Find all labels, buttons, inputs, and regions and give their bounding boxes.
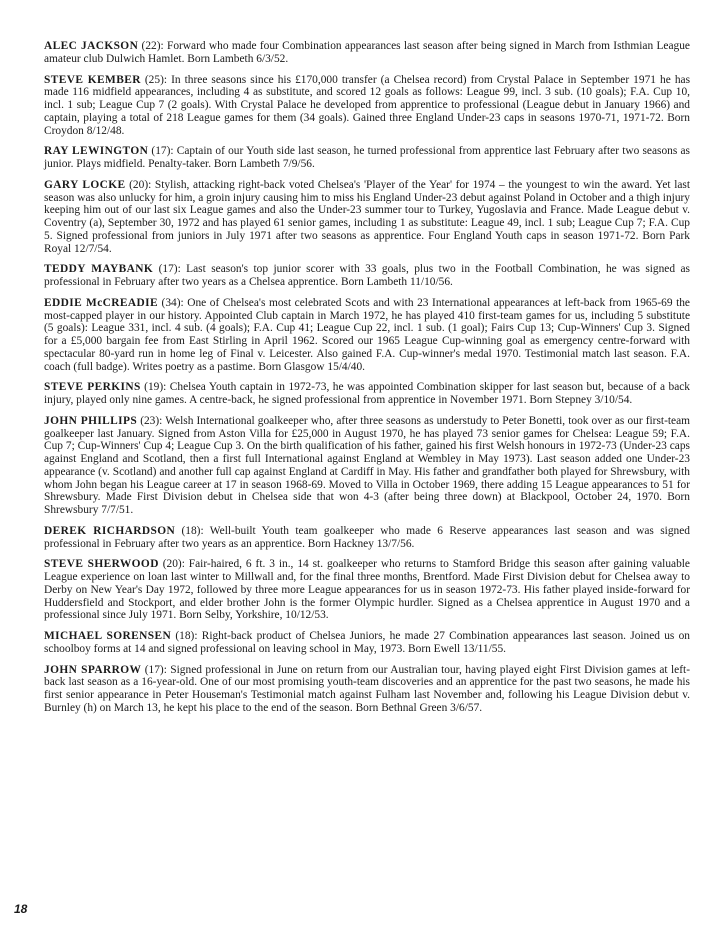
player-name: MICHAEL SORENSEN	[44, 630, 172, 642]
player-name: STEVE KEMBER	[44, 73, 141, 86]
player-bio: (20): Fair-haired, 6 ft. 3 in., 14 st. goalkeeper who returns to Stamford Bridge this season after gaining valuable League experience on loan last winter to Millwall and, for the final three months, Brentford. Made First Division debut for Chelsea away to Derby on New Year's Day 1972, followed by three more League appearances for us in season 1972-73. His father played inside-forward for Huddersfield and Stockport, and elder brother John is the former Olympic hurdler. Signed as a Chelsea apprentice in August 1970 and a professional since July 1971. Born Selby, Yorkshire, 10/12/53.	[44, 558, 690, 622]
player-bio: (17): Signed professional in June on return from our Australian tour, having played eight First Division games at left-back last season as a 16-year-old. One of our most promising youth-team discoveries and an apprentice for the past two seasons, he made his first senior appearance in Peter Houseman's Testimonial match against Fulham last November and, following his League Division debut v. Burnley (h) on March 13, he kept his place to the end of the season. Born Bethnal Green 3/6/57.	[44, 663, 690, 714]
player-name: RAY LEWINGTON	[44, 145, 149, 158]
player-entry-ray-lewington	[44, 145, 690, 171]
player-bio: (18): Well-built Youth team goalkeeper who made 6 Reserve appearances last season and was signed professional in February after two years as an apprentice. Born Hackney 13/7/56.	[44, 524, 690, 550]
player-bio: (17): Captain of our Youth side last season, he turned professional from apprentice last February after two seasons as junior. Plays midfield. Penalty-taker. Born Lambeth 7/9/56.	[44, 145, 690, 170]
player-name: ALEC JACKSON	[44, 40, 139, 52]
player-bio: (23): Welsh International goalkeeper who, after three seasons as understudy to Peter Bonetti, took over as our first-team goalkeeper last January. Signed from Aston Villa for £25,000 in August 1970, he has played 73 senior games for Chelsea: League 59; F.A. Cup 7; Cup-Winners' Cup 4; League Cup 3. On the birth qualification of his father, gained his first Welsh honours in 1972-73 (Under-23 caps against England and Scotland, then a first full International against England at Wembley in May 1973). Last season added one Under-23 appearance (v. Scotland) and another full cap against England at Cardiff in May. His father and grandfather both played for Shrewsbury, with whom John began his League career at 17 in season 1968-69. Moved to Villa in October 1969, there adding 15 League appearances to 51 for Shrewsbury. Made First Division debut in Chelsea side that won 4-3 (after being three down) at Blackpool, October 24, 1970. Born Shrewsbury 7/7/51.	[44, 414, 690, 516]
player-bio: (22): Forward who made four Combination appearances last season after being signed in March from Isthmian League amateur club Dulwich Hamlet. Born Lambeth 6/3/52.	[44, 40, 690, 65]
player-entry-alec-jackson	[44, 40, 690, 66]
player-name: STEVE SHERWOOD	[44, 558, 159, 571]
player-entry-derek-richardson	[44, 525, 690, 551]
player-bio: (25): In three seasons since his £170,000 transfer (a Chelsea record) from Crystal Palace in September 1971 he has made 116 midfield appearances, including 4 as substitute, and scored 12 goals as follows: League 99, incl. 3 sub. (10 goals); F.A. Cup 10, incl. 1 sub; League Cup 7 (2 goals). With Crystal Palace he developed from apprentice to professional (League debut in January 1966) and captain, playing a total of 218 League games for them (34 goals). Gained three England Under-23 caps in seasons 1970-71, 1971-72. Born Croydon 8/12/48.	[44, 73, 690, 137]
player-name: DEREK RICHARDSON	[44, 524, 176, 537]
player-name: EDDIE McCREADIE	[44, 296, 158, 309]
player-entry-steve-perkins	[44, 381, 690, 407]
player-name: JOHN PHILLIPS	[44, 414, 138, 427]
player-entry-gary-locke	[44, 179, 690, 256]
player-name: JOHN SPARROW	[44, 663, 142, 676]
player-entry-john-sparrow	[44, 664, 690, 715]
player-name: TEDDY MAYBANK	[44, 263, 154, 276]
page-number: 18	[14, 902, 28, 916]
player-entry-steve-sherwood	[44, 558, 690, 622]
player-entry-steve-kember	[44, 74, 690, 138]
player-entry-eddie-mccreadie	[44, 297, 690, 374]
player-name: STEVE PERKINS	[44, 381, 141, 394]
player-entry-teddy-maybank	[44, 263, 690, 289]
player-bio: (18): Right-back product of Chelsea Juniors, he made 27 Combination appearances last season. Joined us on schoolboy forms at 14 and signed professional on leaving school in May, 1973. Born Ewell 13/11/55.	[44, 630, 690, 655]
player-entry-john-phillips	[44, 415, 690, 517]
player-bio: (17): Last season's top junior scorer with 33 goals, plus two in the Football Combination, he was signed as professional in February after two years as a Chelsea apprentice. Born Lambeth 11/10/56.	[44, 263, 690, 288]
player-bio: (34): One of Chelsea's most celebrated Scots and with 23 International appearances at left-back from 1965-69 the most-capped player in our history. Appointed Club captain in March 1972, he has played 410 first-team games for us, including 5 substitute (5 goals): League 331, incl. 4 sub. (4 goals); F.A. Cup 41; League Cup 22, incl. 1 sub. (1 goal); Fairs Cup 13; Cup-Winners' Cup 3. Signed for a £5,000 bargain fee from East Stirling in April 1962. Scored our 1965 League Cup-winning goal as emergency centre-forward with spectacular 80-yard run in home leg of Final v. Leicester. Also gained F.A. Cup-winner's medal 1970. Testimonial match last season. F.A. coach (full badge). Writes poetry as a pastime. Born Glasgow 15/4/40.	[44, 296, 690, 373]
player-entry-michael-sorensen	[44, 630, 690, 656]
player-bio: (20): Stylish, attacking right-back voted Chelsea's 'Player of the Year' for 1974 – the youngest to win the award. Yet last season was also unlucky for him, a groin injury causing him to miss his England Under-23 debut against Poland in October and a thigh injury keeping him out of our last six League games and also the Under-23 summer tour to Turkey, Yugoslavia and France. Made League debut v. Coventry (a), September 30, 1972 and has played 61 senior games, including 1 as substitute: League 49, incl. 1 sub; League Cup 7; F.A. Cup 5. Signed professional from juniors in July 1971 after two seasons as apprentice. Four England Youth caps in season 1971-72. Born Park Royal 12/7/54.	[44, 178, 691, 255]
player-bio: (19): Chelsea Youth captain in 1972-73, he was appointed Combination skipper for last season but, because of a back injury, played only nine games. A centre-back, he signed professional from apprentice in November 1971. Born Stepney 3/10/54.	[44, 381, 690, 406]
player-name: GARY LOCKE	[44, 178, 126, 191]
